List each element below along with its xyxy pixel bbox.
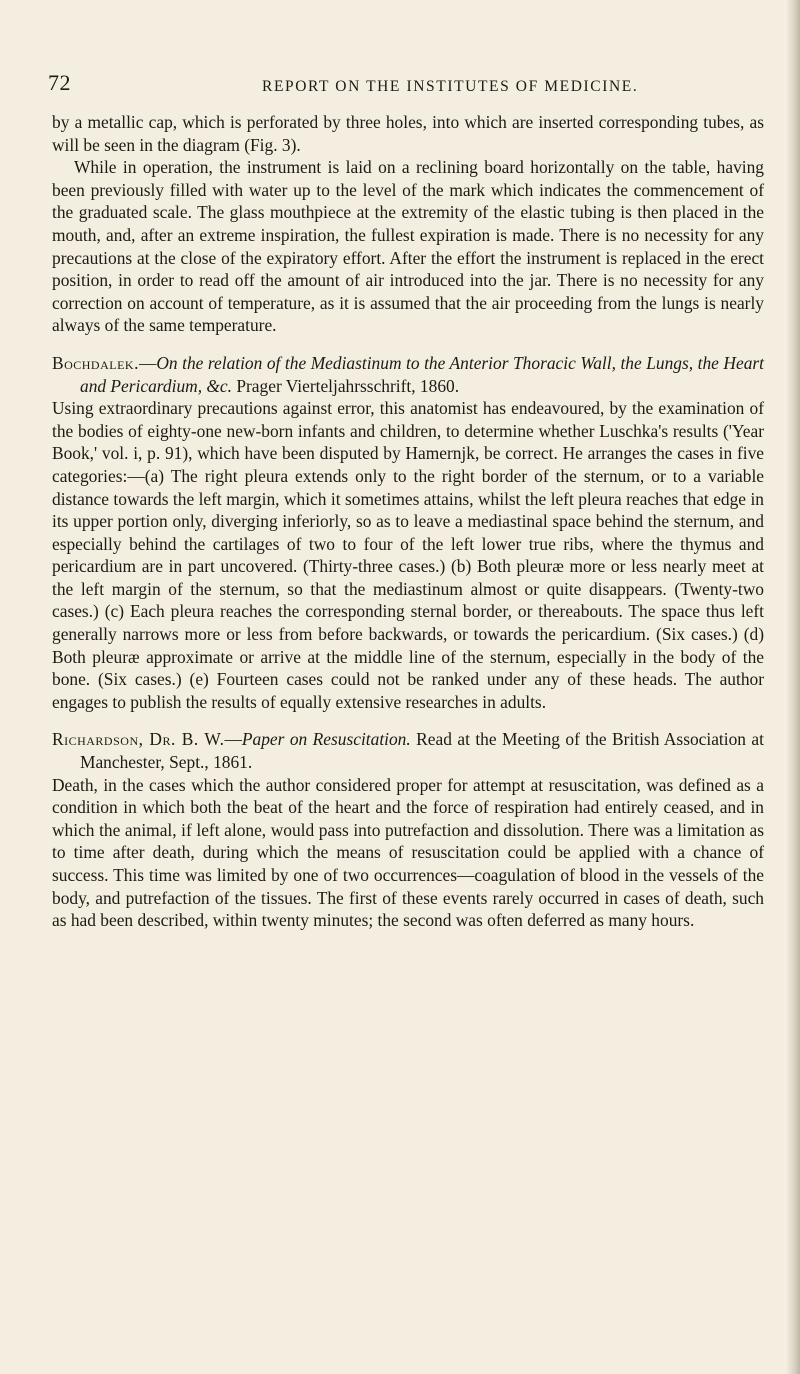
- entry-heading-richardson: Richardson, Dr. B. W.—Paper on Resuscitation. Read at the Meeting of the British Association at Manchester, Sept., 1861.: [52, 729, 764, 773]
- body-text: [52, 111, 764, 932]
- entry-title: On the relation of the Mediastinum to the Anterior Thoracic Wall, the Lungs, the Heart and Pericardium, &c.: [80, 352, 764, 396]
- entry-source: Read at the Meeting of the British Association at Manchester, Sept., 1861.: [80, 729, 764, 773]
- running-head: REPORT ON THE INSTITUTES OF MEDICINE.: [262, 78, 639, 95]
- entry-author: Bochdalek.: [52, 352, 139, 373]
- page-edge-shadow: [786, 0, 800, 1374]
- entry-source: Prager Vierteljahrsschrift, 1860.: [236, 375, 460, 396]
- entry-heading-bochdalek: Bochdalek.—On the relation of the Mediastinum to the Anterior Thoracic Wall, the Lungs, the Heart and Pericardium, &c. Prager Vierteljahrsschrift, 1860.: [52, 352, 764, 396]
- intro-paragraph-1: by a metallic cap, which is perforated by three holes, into which are inserted corresponding tubes, as will be seen in the diagram (Fig. 3).: [52, 112, 764, 155]
- page-number: 72: [48, 70, 71, 95]
- entry-body-bochdalek: Using extraordinary precautions against error, this anatomist has endeavoured, by the examination of the bodies of eighty-one new-born infants and children, to determine whether Luschka's results ('Year Book,' vol. i, p. 91), which have been disputed by Hamernjk, be correct. He arranges the cases in five categories:—(a) The right pleura extends only to the right border of the sternum, or to a variable distance towards the left margin, which it sometimes attains, whilst the left pleura reaches that edge in its upper portion only, diverging inferiorly, so as to leave a mediastinal space behind the sternum, and especially behind the cartilages of two to four of the left lower true ribs, where the thymus and pericardium are in part uncovered. (Thirty-three cases.) (b) Both pleuræ more or less nearly meet at the left margin of the sternum, so that the mediastinum almost or quite disappears. (Twenty-two cases.) (c) Each pleura reaches the corresponding sternal border, or thereabouts. The space thus left generally narrows more or less from before backwards, or towards the pericardium. (Six cases.) (d) Both pleuræ approximate or arrive at the middle line of the sternum, especially in the body of the bone. (Six cases.) (e) Fourteen cases could not be ranked under any of these heads. The author engages to publish the results of equally extensive researches in adults.: [52, 398, 764, 712]
- entry-body-richardson: Death, in the cases which the author considered proper for attempt at resuscitation, was defined as a condition in which both the beat of the heart and the force of respiration had entirely ceased, and in which the animal, if left alone, would pass into putrefaction and dissolution. There was a limitation as to time after death, during which the means of resuscitation could be applied with a chance of success. This time was limited by one of two occurrences—coagulation of blood in the vessels of the body, and putrefaction of the tissues. The first of these events rarely occurred in cases of death, such as had been described, within twenty minutes; the second was often deferred as many hours.: [52, 774, 764, 931]
- entry-author: Richardson, Dr. B. W.: [52, 729, 225, 750]
- entry-title: Paper on Resuscitation.: [241, 729, 411, 750]
- intro-paragraph-2: While in operation, the instrument is laid on a reclining board horizontally on the table, having been previously filled with water up to the level of the mark which indicates the commencement of the graduated scale. The glass mouthpiece at the extremity of the elastic tubing is then placed in the mouth, and, after an extreme inspiration, the fullest expiration is made. There is no necessity for any precautions at the close of the expiratory effort. After the effort the instrument is replaced in the erect position, in order to read off the amount of air introduced into the jar. There is no necessity for any correction on account of temperature, as it is assumed that the air proceeding from the lungs is nearly always of the same temperature.: [52, 157, 764, 336]
